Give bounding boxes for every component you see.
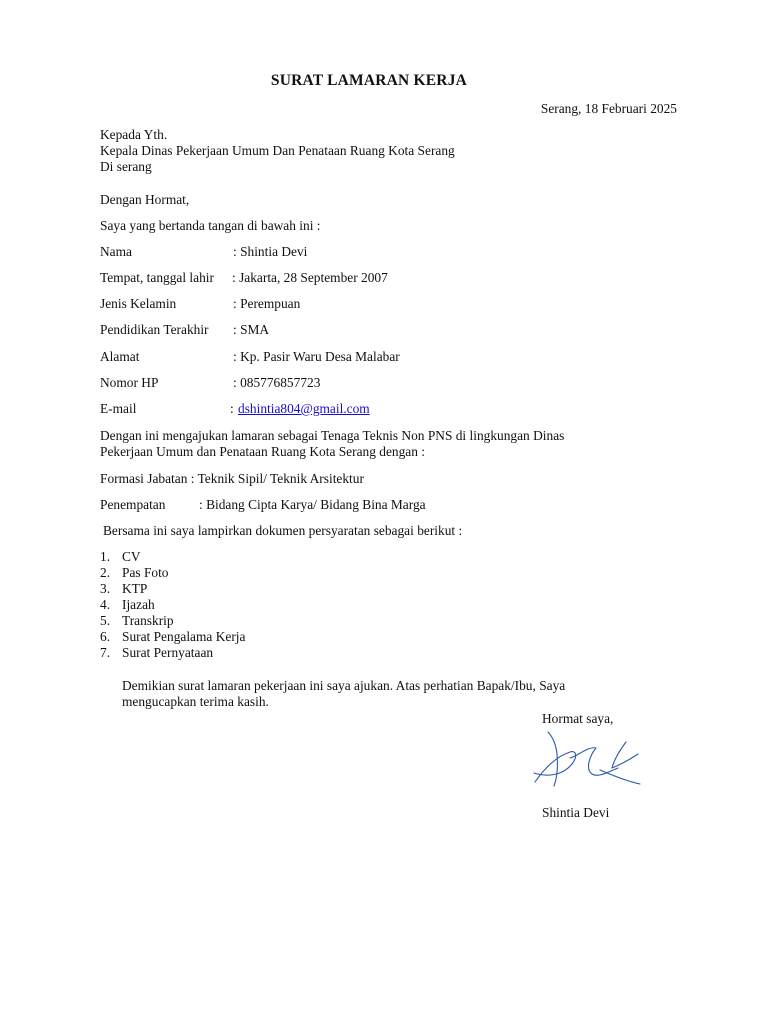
field-label-phone: Nomor HP [100,375,159,390]
list-item: Ijazah [122,597,155,612]
list-item: Transkrip [122,613,174,628]
field-label-ttl: Tempat, tanggal lahir [100,270,214,285]
list-item-number: 5. [100,613,111,628]
list-item: KTP [122,581,148,596]
recipient-line: Di serang [100,159,152,174]
list-item-number: 1. [100,549,111,564]
signer-name: Shintia Devi [542,805,610,820]
field-label-nama: Nama [100,244,132,259]
list-item-number: 2. [100,565,111,580]
closing-line: Demikian surat lamaran pekerjaan ini saya ajukan. Atas perhatian Bapak/Ibu, Saya [122,678,566,693]
field-label-address: Alamat [100,349,140,364]
closing-line: mengucapkan terima kasih. [122,694,269,709]
field-value-address: : Kp. Pasir Waru Desa Malabar [233,349,400,364]
field-label-email: E-mail [100,401,137,416]
field-value-ttl: : Jakarta, 28 September 2007 [232,270,388,285]
signature-image [526,726,644,792]
field-value-education: : SMA [233,322,270,337]
list-item: CV [122,549,141,564]
email-link[interactable]: dshintia804@gmail.com [238,401,370,416]
list-item-number: 7. [100,645,111,660]
attachments-intro: Bersama ini saya lampirkan dokumen persyaratan sebagai berikut : [103,523,463,538]
application-line: Pekerjaan Umum dan Penataan Ruang Kota Serang dengan : [100,444,425,459]
field-value-gender: : Perempuan [233,296,301,311]
list-item: Pas Foto [122,565,169,580]
field-colon-email: : [230,401,234,416]
letter-title: SURAT LAMARAN KERJA [270,72,468,89]
list-item: Surat Pengalama Kerja [122,629,246,644]
list-item: Surat Pernyataan [122,645,214,660]
list-item-number: 6. [100,629,111,644]
recipient-line: Kepada Yth. [100,127,168,142]
recipient-line: Kepala Dinas Pekerjaan Umum Dan Penataan Ruang Kota Serang [100,143,455,158]
application-line: Dengan ini mengajukan lamaran sebagai Tenaga Teknis Non PNS di lingkungan Dinas [100,428,565,443]
field-label-education: Pendidikan Terakhir [100,322,209,337]
list-item-number: 4. [100,597,111,612]
field-value-nama: : Shintia Devi [233,244,308,259]
formasi-jabatan: Formasi Jabatan : Teknik Sipil/ Teknik Arsitektur [100,471,364,486]
penempatan-value: : Bidang Cipta Karya/ Bidang Bina Marga [199,497,426,512]
field-value-phone: : 085776857723 [233,375,321,390]
intro-text: Saya yang bertanda tangan di bawah ini : [100,218,321,233]
penempatan-label: Penempatan [100,497,166,512]
regards: Hormat saya, [542,711,614,726]
salutation: Dengan Hormat, [100,192,190,207]
list-item-number: 3. [100,581,111,596]
letter-date: Serang, 18 Februari 2025 [540,101,677,116]
field-label-gender: Jenis Kelamin [100,296,177,311]
